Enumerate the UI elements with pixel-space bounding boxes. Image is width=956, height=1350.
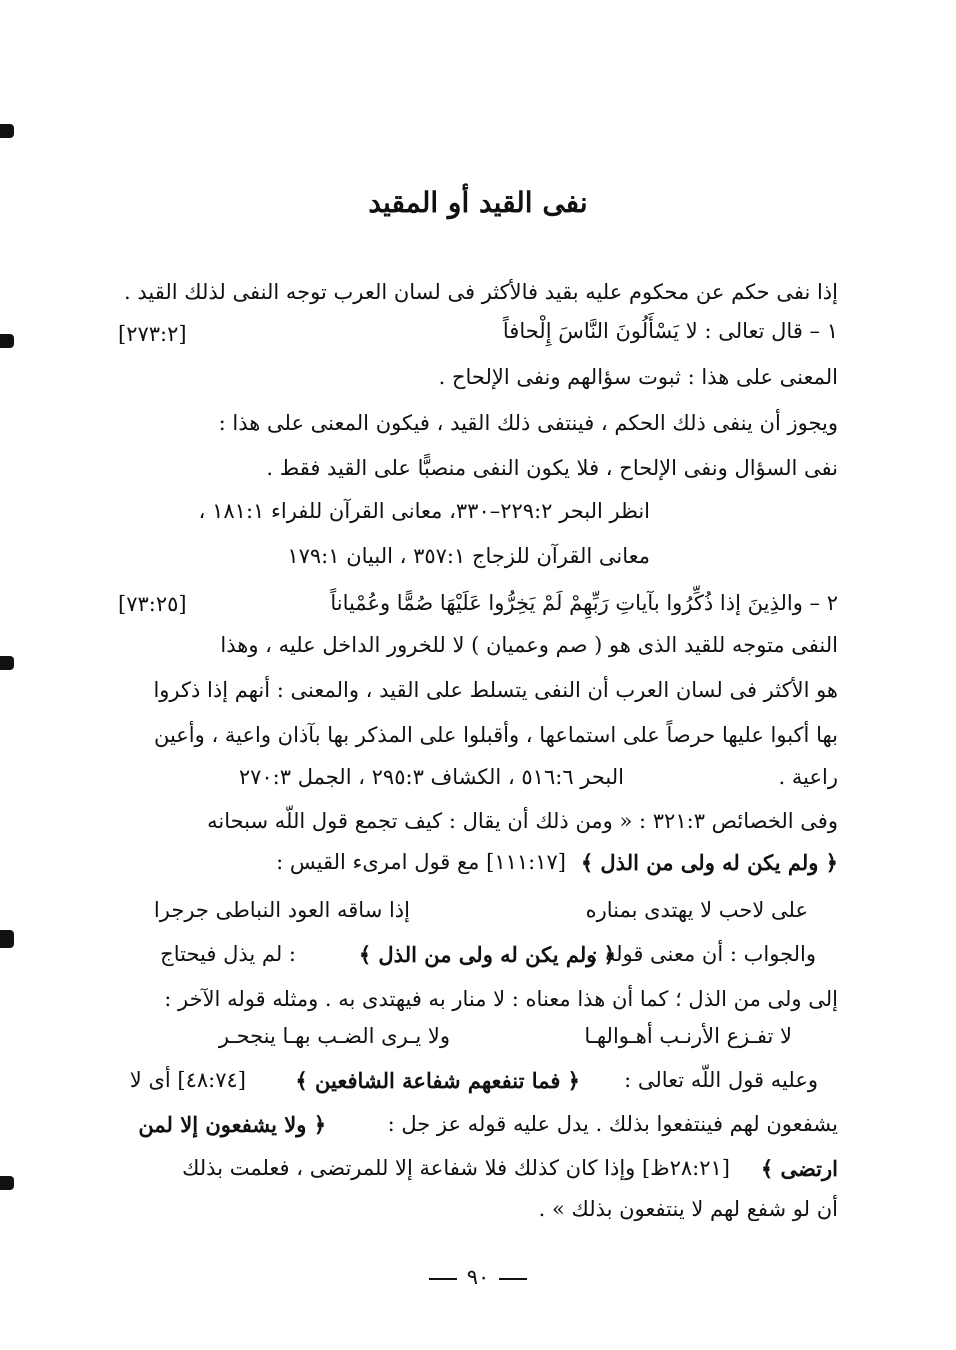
margin-mark (0, 1176, 14, 1190)
verse-line: ٢ – والذِينَ إذا ذُكِّرُوا بآياتِ رَبِّهِمْ لَمْ يَخِرُّوا عَلَيْهَا صُمًّا وعُمْياناً (330, 591, 838, 615)
dash-right (429, 1278, 457, 1280)
citation-line: البحر ٥١٦:٦ ، الكشاف ٢٩٥:٣ ، الجمل ٢٧٠:٣ (238, 765, 624, 789)
page-title: نفى القيد أو المقيد (368, 186, 588, 219)
verse-reference: [٢٧٣:٢] (118, 322, 187, 346)
verse-line: ١ – قال تعالى : لا يَسْأَلُونَ النَّاسَ إِلْحافاً (502, 319, 838, 343)
citation-line: معانى القرآن للزجاج ٣٥٧:١ ، البيان ١٧٩:١ (287, 544, 650, 568)
poem-hemistich: لا تفـزع الأرنـب أهـوالهـا (584, 1024, 792, 1048)
paragraph-line: [٢٨:٢١ظ] وإذا كان كذلك فلا شفاعة إلا للمرتضى ، فعلمت بذلك (182, 1156, 730, 1180)
paragraph-line: ويجوز أن ينفى ذلك الحكم ، فينتفى ذلك القيد ، فيكون المعنى على هذا : (218, 411, 838, 435)
paragraph-line: وفى الخصائص ٣٢١:٣ : « ومن ذلك أن يقال : كيف تجمع قول اللّه سبحانه (207, 809, 838, 833)
paragraph-line: إلى ولى من الذل ؛ كما أن هذا معناه : لا منار به فيهتدى به . ومثله قوله الآخر : (164, 987, 838, 1011)
quran-verse: ﴿ ولم يكن له ولى من الذل ﴾ (358, 942, 616, 967)
paragraph-line: نفى السؤال ونفى الإلحاح ، فلا يكون النفى منصبًّا على القيد فقط . (266, 456, 838, 480)
paragraph-line: وعليه قول اللّه تعالى : (624, 1068, 818, 1092)
verse-reference: [٧٣:٢٥] (118, 592, 187, 616)
paragraph-line: راعية . (778, 765, 838, 789)
margin-mark (0, 656, 14, 670)
paragraph-line: : لم يذل فيحتاج (160, 942, 296, 966)
paragraph-line: [٤٨:٧٤] أى لا (129, 1068, 246, 1092)
poem-hemistich: ولا يـرى الضـب بهـا ينجحـر (218, 1024, 450, 1048)
paragraph-line: النفى متوجه للقيد الذى هو ( صم وعميان ) لا للخرور الداخل عليه ، وهذا (220, 633, 838, 657)
quran-verse: ﴿ ولم يكن له ولى من الذل ﴾ (580, 850, 838, 875)
margin-mark (0, 124, 14, 138)
poem-hemistich: على لاحب لا يهتدى بمناره (585, 898, 808, 922)
page-number (0, 1265, 956, 1289)
paragraph-line: [١١١:١٧] مع قول امرىء القيس : (276, 850, 566, 874)
paragraph-line: أن لو شفع لهم لا ينتفعون بذلك » . (538, 1197, 838, 1221)
paragraph-line: المعنى على هذا : ثبوت سؤالهم ونفى الإلحاح . (438, 365, 838, 389)
poem-hemistich: إذا ساقه العود النباطى جرجرا (153, 898, 410, 922)
quran-verse: ﴿ فما تنفعهم شفاعة الشافعين ﴾ (295, 1068, 580, 1093)
quran-verse: ارتضى ﴾ (760, 1156, 838, 1181)
page-number-text: ٩٠ (466, 1265, 490, 1289)
dash-left (499, 1278, 527, 1280)
paragraph-line: إذا نفى حكم عن محكوم عليه بقيد فالأكثر فى لسان العرب توجه النفى لذلك القيد . (124, 280, 838, 304)
citation-line: انظر البحر ٢٢٩:٢–٣٣٠، معانى القرآن للفراء ١٨١:١ ، (198, 499, 650, 523)
paragraph-line: بها أكبوا عليها حرصاً على استماعها ، وأقبلوا على المذكر بها بآذان واعية ، وأعين (153, 723, 838, 747)
paragraph-line: هو الأكثر فى لسان العرب أن النفى يتسلط على القيد ، والمعنى : أنهم إذا ذكروا (153, 678, 838, 702)
margin-mark (0, 334, 14, 348)
margin-mark (0, 930, 14, 948)
paragraph-line: والجواب : أن معنى قوله : (591, 942, 816, 966)
paragraph-line: يشفعون لهم فينتفعوا بذلك . يدل عليه قوله عز جل : (387, 1112, 838, 1136)
quran-verse: ﴿ ولا يشفعون إلا لمن (138, 1112, 326, 1137)
